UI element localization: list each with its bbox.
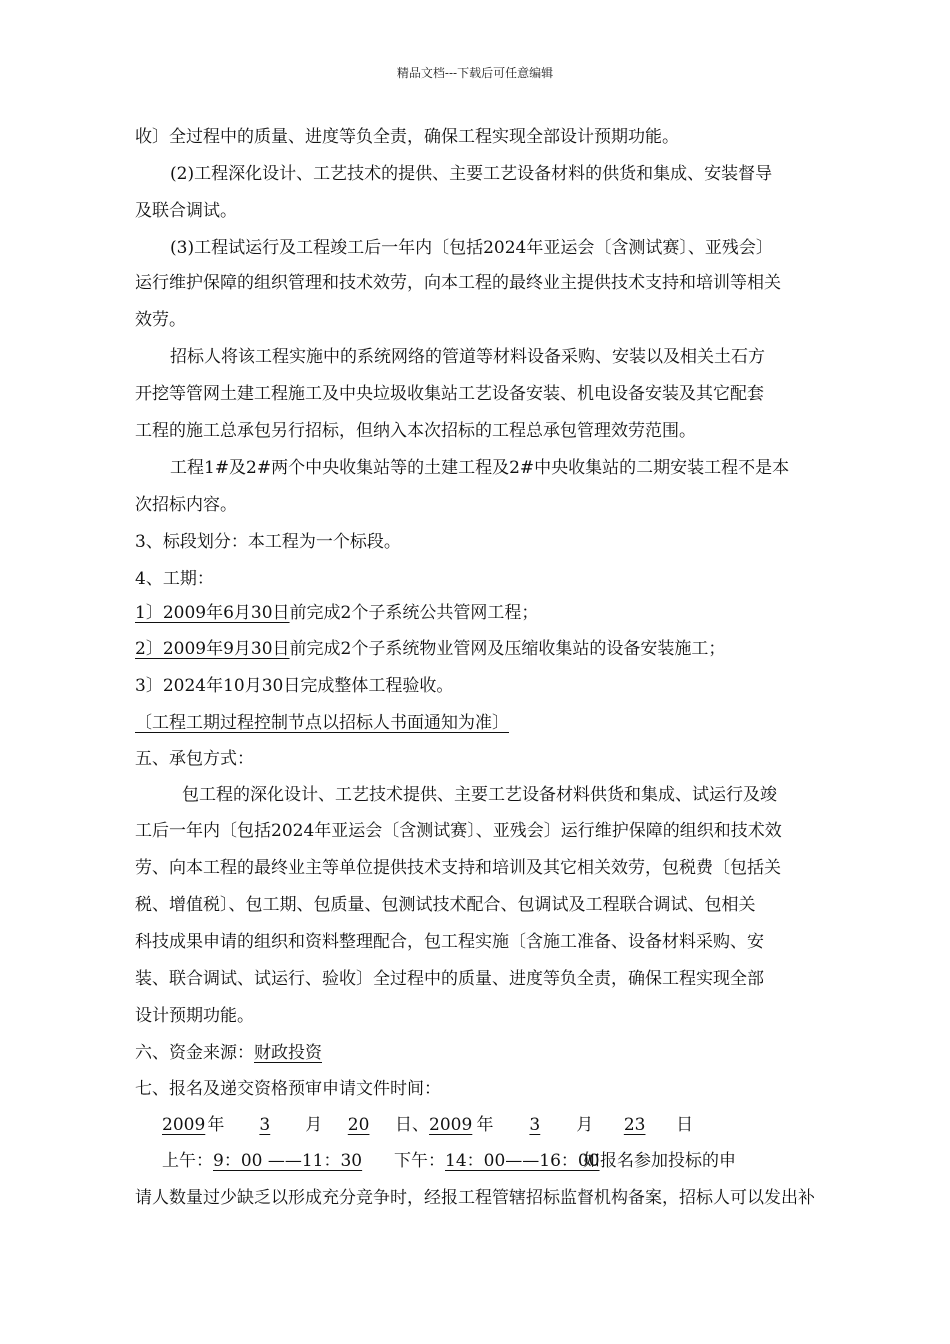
schedule-item-1	[135, 602, 538, 624]
pm-value: 14：00——16：00	[445, 1151, 600, 1171]
time-text: 如报名参加投标的申	[583, 1151, 736, 1171]
schedule-text-1: 前完成2个子系统公共管网工程；	[289, 603, 539, 623]
text-line: 设计预期功能。	[135, 1006, 254, 1026]
text-line: 科技成果申请的组织和资料整理配合，包工程实施〔含施工准备、设备材料采购、安	[135, 932, 764, 952]
text-line: 3、标段划分：本工程为一个标段。	[135, 532, 401, 552]
text-line: (3)工程试运行及工程竣工后一年内〔包括2024年亚运会〔含测试赛〕、亚残会〕	[170, 238, 773, 258]
end-month: 3	[529, 1115, 541, 1135]
section-heading: 五、承包方式：	[135, 749, 254, 769]
schedule-date-2: 2〕2009年9月30日	[135, 639, 290, 659]
text-line: 装、联合调试、试运行、验收〕全过程中的质量、进度等负全责，确保工程实现全部	[135, 969, 764, 989]
day-separator: 日、	[395, 1115, 430, 1135]
schedule-item-3: 3〕2024年10月30日完成整体工程验收。	[135, 676, 454, 696]
funding-label: 六、资金来源：	[135, 1043, 254, 1063]
time-line	[162, 1150, 736, 1172]
start-year: 2009	[162, 1115, 206, 1135]
text-line: 劳、向本工程的最终业主等单位提供技术支持和培训及其它相关效劳，包税费〔包括关	[135, 858, 781, 878]
text-line: 收〕全过程中的质量、进度等负全责，确保工程实现全部设计预期功能。	[135, 127, 679, 147]
text-line: 工程的施工总承包另行招标，但纳入本次招标的工程总承包管理效劳范围。	[135, 421, 696, 441]
text-line: 4、工期：	[135, 569, 214, 589]
text-line: 运行维护保障的组织管理和技术效劳，向本工程的最终业主提供技术支持和培训等相关	[135, 273, 781, 293]
year-label: 年	[207, 1115, 225, 1135]
schedule-text-2: 前完成2个子系统物业管网及压缩收集站的设备安装施工；	[289, 639, 726, 659]
year-label: 年	[476, 1115, 494, 1135]
page-header: 精品文档---下载后可任意编辑	[396, 66, 554, 80]
month-label: 月	[576, 1115, 594, 1135]
date-range-line	[162, 1114, 693, 1136]
day-label: 日	[676, 1115, 694, 1135]
text-line: 工程1#及2#两个中央收集站等的土建工程及2#中央收集站的二期安装工程不是本	[170, 458, 790, 478]
end-day: 23	[623, 1115, 646, 1135]
schedule-item-2	[135, 638, 725, 660]
am-value: 9：00 ——11：30	[213, 1151, 363, 1171]
start-month: 3	[259, 1115, 271, 1135]
schedule-note: 〔工程工期过程控制节点以招标人书面通知为准〕	[135, 713, 509, 733]
text-line: 工后一年内〔包括2024年亚运会〔含测试赛〕、亚残会〕运行维护保障的组织和技术效	[135, 821, 782, 841]
start-day: 20	[347, 1115, 370, 1135]
month-label: 月	[305, 1115, 323, 1135]
end-year: 2009	[429, 1115, 473, 1135]
pm-label: 下午：	[394, 1151, 445, 1171]
funding-line	[135, 1042, 322, 1064]
text-line: 招标人将该工程实施中的系统网络的管道等材料设备采购、安装以及相关土石方	[170, 347, 765, 367]
text-line: 请人数量过少缺乏以形成充分竞争时，经报工程管辖招标监督机构备案，招标人可以发出补	[135, 1188, 815, 1208]
text-line: 次招标内容。	[135, 495, 237, 515]
am-label: 上午：	[162, 1151, 213, 1171]
schedule-date-1: 1〕2009年6月30日	[135, 603, 290, 623]
text-line: 税、增值税〕、包工期、包质量、包测试技术配合、包调试及工程联合调试、包相关	[135, 895, 756, 915]
text-line: 效劳。	[135, 310, 186, 330]
text-line: (2)工程深化设计、工艺技术的提供、主要工艺设备材料的供货和集成、安装督导	[170, 164, 773, 184]
text-line: 包工程的深化设计、工艺技术提供、主要工艺设备材料供货和集成、试运行及竣	[182, 785, 777, 805]
section-heading: 七、报名及递交资格预审申请文件时间：	[135, 1079, 441, 1099]
text-line: 及联合调试。	[135, 201, 237, 221]
text-line: 开挖等管网土建工程施工及中央垃圾收集站工艺设备安装、机电设备安装及其它配套	[135, 384, 764, 404]
funding-value: 财政投资	[254, 1043, 322, 1063]
